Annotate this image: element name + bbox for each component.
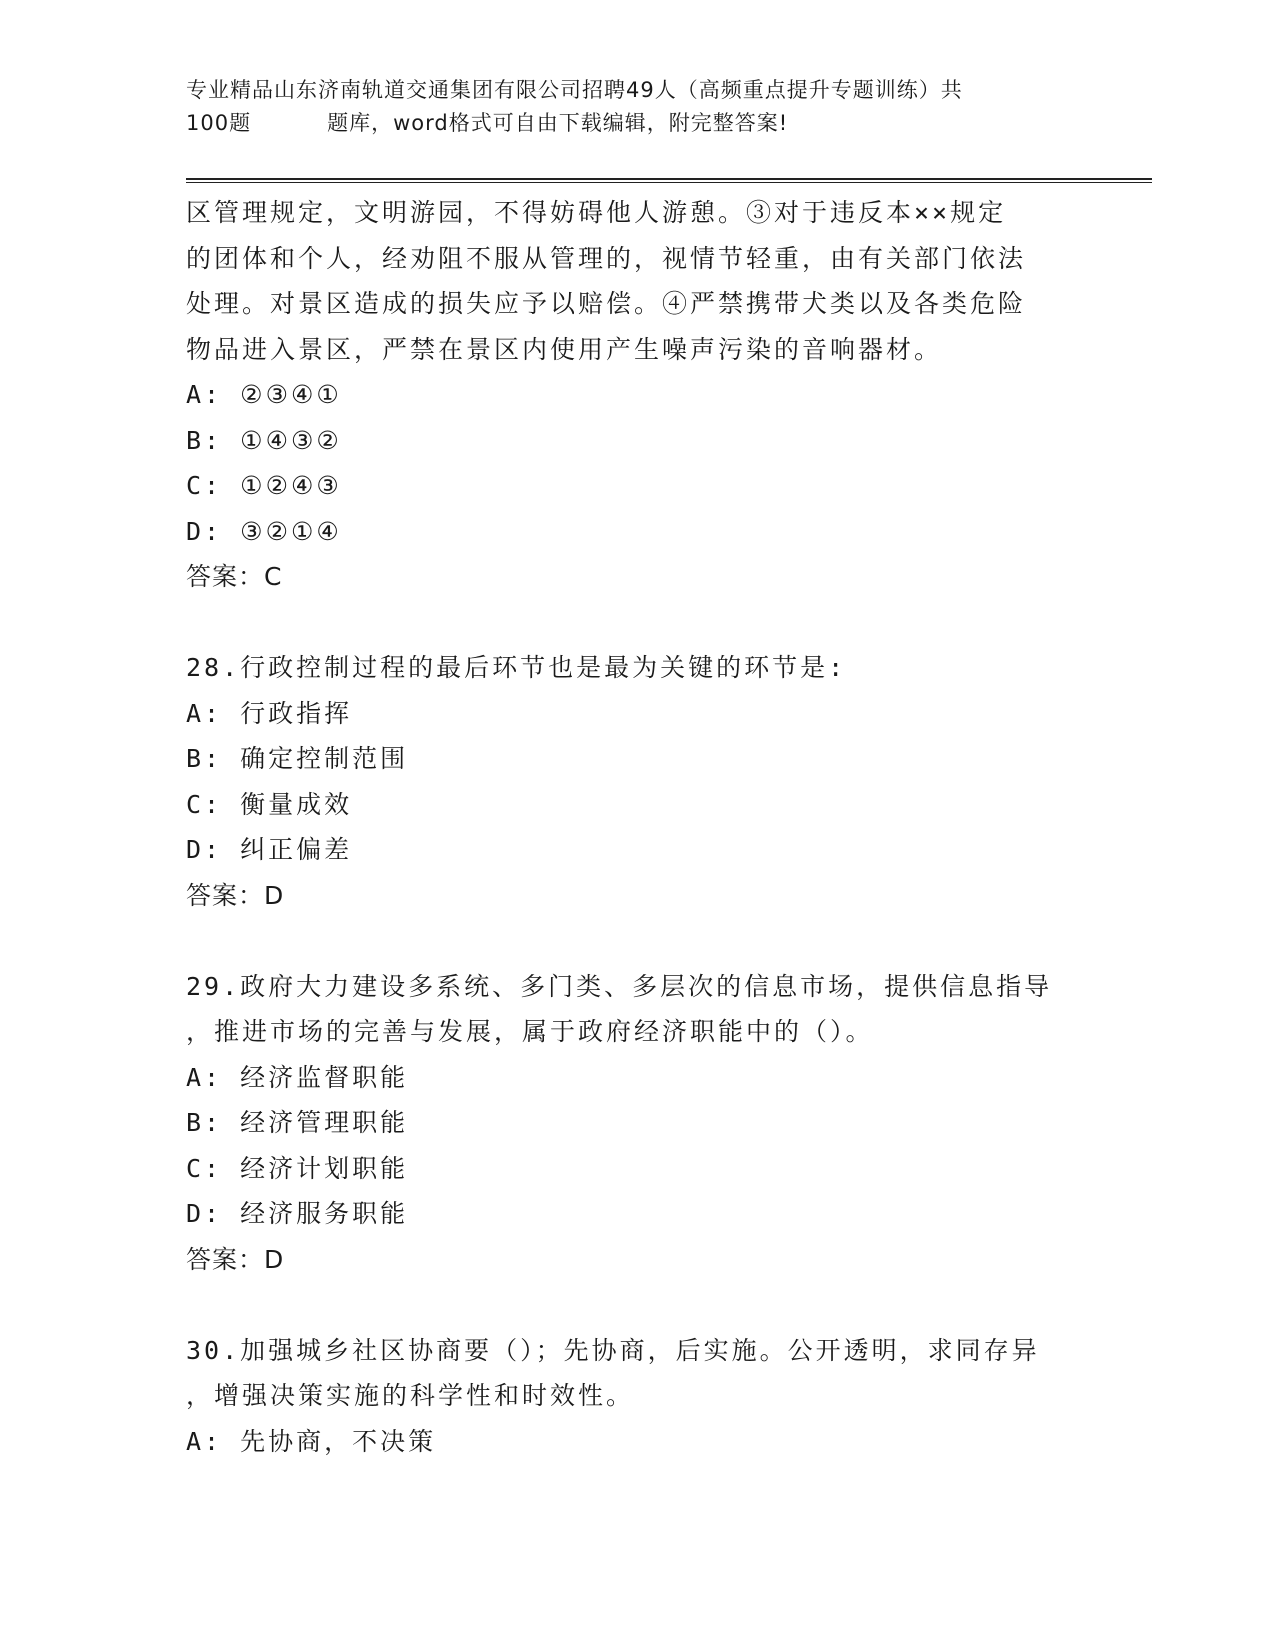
question-stem-line: 29.政府大力建设多系统、多门类、多层次的信息市场，提供信息指导 [186, 971, 1053, 1001]
option-c: C: 经济计划职能 [186, 1153, 409, 1183]
option-d: D: ③②①④ [186, 516, 342, 546]
question-28 [186, 645, 1086, 918]
option-a: A: 经济监督职能 [186, 1062, 409, 1092]
option-c: C: 衡量成效 [186, 789, 353, 819]
option-a: A: 先协商，不决策 [186, 1426, 437, 1456]
option-c: C: ①②④③ [186, 471, 342, 500]
header-line-1: 专业精品山东济南轨道交通集团有限公司招聘49人（高频重点提升专题训练）共 [186, 78, 963, 102]
answer: 答案：C [186, 562, 283, 591]
answer: 答案：D [186, 880, 285, 910]
option-b: B: ①④③② [186, 425, 342, 455]
option-b: B: 经济管理职能 [186, 1108, 409, 1137]
question-stem-line: ，推进市场的完善与发展，属于政府经济职能中的（）。 [186, 1017, 874, 1046]
question-stem-line: 的团体和个人，经劝阻不服从管理的，视情节轻重，由有关部门依法 [186, 243, 1027, 273]
option-a: A: ②③④① [186, 380, 342, 409]
page-header [186, 74, 1086, 140]
option-d: D: 经济服务职能 [186, 1199, 409, 1228]
header-line-2 [186, 107, 1086, 140]
question-stem-line: 处理。对景区造成的损失应予以赔偿。④严禁携带犬类以及各类危险 [186, 289, 1027, 318]
document-body [186, 190, 1086, 1464]
answer: 答案：D [186, 1244, 285, 1274]
header-count: 100题 [186, 111, 252, 135]
header-divider [186, 178, 1152, 183]
question-30 [186, 1328, 1086, 1465]
question-29 [186, 964, 1086, 1283]
header-subtitle: 题库，word格式可自由下载编辑，附完整答案! [327, 111, 789, 135]
option-b: B: 确定控制范围 [186, 744, 409, 773]
question-stem-line: 区管理规定，文明游园，不得妨碍他人游憩。③对于违反本××规定 [186, 198, 1007, 227]
question-stem-line: 30.加强城乡社区协商要（）；先协商，后实施。公开透明，求同存异 [186, 1335, 1040, 1365]
option-d: D: 纠正偏差 [186, 835, 353, 864]
question-stem-line: ，增强决策实施的科学性和时效性。 [186, 1381, 635, 1410]
option-a: A: 行政指挥 [186, 698, 353, 728]
question-stem-line: 28.行政控制过程的最后环节也是最为关键的环节是: [186, 653, 847, 682]
question-27 [186, 190, 1086, 600]
question-stem-line: 物品进入景区，严禁在景区内使用产生噪声污染的音响器材。 [186, 334, 943, 364]
